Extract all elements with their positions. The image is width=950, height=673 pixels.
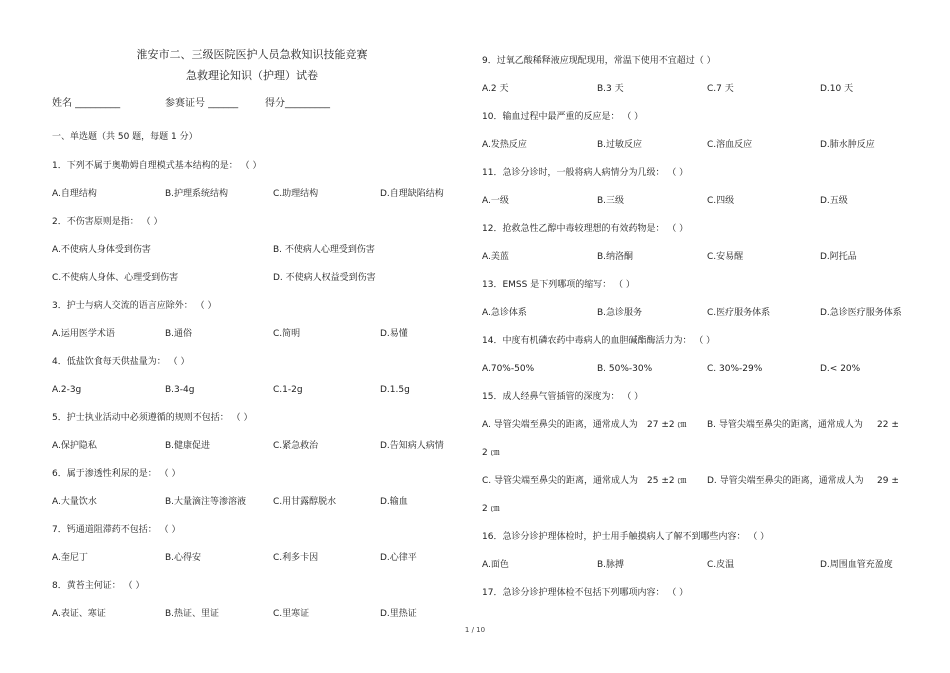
question-text: 3．护士与病人交流的语言应除外： （ ） — [52, 301, 217, 311]
question-text: 12．抢救急性乙醇中毒较理想的有效药物是： （ ） — [482, 224, 689, 234]
answer-option: C.不使病人身体、心理受到伤害 — [52, 273, 179, 283]
name-field: 姓名 _________ — [52, 98, 121, 109]
answer-option: B.过敏反应 — [597, 140, 643, 150]
question-text: 6．属于渗透性利尿的是： （ ） — [52, 469, 181, 479]
question-text: 16．急诊分诊护理体检时，护士用手触摸病人了解不到哪些内容： （ ） — [482, 532, 770, 542]
question-text: 13．EMSS 是下列哪项的缩写： （ ） — [482, 280, 635, 290]
answer-value: 29 ± — [877, 476, 899, 486]
answer-option: C.1-2g — [273, 385, 303, 395]
answer-option: A.不使病人身体受到伤害 — [52, 245, 151, 255]
answer-option: C.安易醒 — [707, 252, 744, 262]
answer-option: A. 导管尖端至鼻尖的距离，通常成人为 — [482, 420, 638, 430]
answer-option: B.健康促进 — [165, 441, 211, 451]
answer-option: C.溶血反应 — [707, 140, 753, 150]
question-text: 10．输血过程中最严重的反应是： （ ） — [482, 112, 644, 122]
id-field: 参赛证号 ______ — [165, 98, 239, 109]
answer-option: B. 50%-30% — [597, 364, 653, 374]
answer-option: B.护理系统结构 — [165, 189, 229, 199]
answer-option: D.周围血管充盈度 — [820, 560, 893, 570]
answer-option: C.里寒证 — [273, 609, 310, 619]
answer-option: C. 30%-29% — [707, 364, 763, 374]
answer-option: D.心律平 — [380, 553, 417, 563]
question-text: 8．黄苔主何证： （ ） — [52, 581, 145, 591]
answer-option: D.1.5g — [380, 385, 410, 395]
answer-option: B.急诊服务 — [597, 308, 643, 318]
answer-option: C.利多卡因 — [273, 553, 319, 563]
answer-option: D.肺水肿反应 — [820, 140, 875, 150]
score-field: 得分_________ — [265, 98, 330, 109]
question-text: 14．中度有机磷农药中毒病人的血胆碱酯酶活力为： （ ） — [482, 336, 716, 346]
answer-option: A.奎尼丁 — [52, 553, 88, 563]
question-text: 11．急诊分诊时，一般将病人病情分为几级： （ ） — [482, 168, 689, 178]
answer-option: D.急诊医疗服务体系 — [820, 308, 902, 318]
answer-option: A.保护隐私 — [52, 441, 97, 451]
answer-option: D.阿托品 — [820, 252, 857, 262]
answer-option: D. 导管尖端至鼻尖的距离，通常成人为 — [707, 476, 864, 486]
exam-title: 淮安市二、三级医院医护人员急救知识技能竞赛 — [136, 48, 368, 61]
exam-subtitle: 急救理论知识（护理）试卷 — [186, 69, 318, 82]
answer-option: A.急诊体系 — [482, 308, 527, 318]
answer-continuation: 2 ㎝ — [482, 448, 500, 458]
answer-option: B. 不使病人心理受到伤害 — [273, 245, 375, 255]
answer-value: 27 ±2 ㎝ — [647, 420, 687, 430]
answer-option: B.通俗 — [165, 329, 193, 339]
question-text: 17．急诊分诊护理体检不包括下列哪项内容： （ ） — [482, 588, 689, 598]
answer-option: A.面色 — [482, 560, 509, 570]
answer-option: D.自理缺陷结构 — [380, 189, 444, 199]
answer-option: D. 不使病人权益受到伤害 — [273, 273, 376, 283]
question-text: 5．护士执业活动中必须遵循的规则不包括： （ ） — [52, 413, 253, 423]
answer-option: D.告知病人病情 — [380, 441, 444, 451]
answer-option: A.2 天 — [482, 84, 509, 94]
answer-option: B.热证、里证 — [165, 609, 220, 619]
answer-option: C.四级 — [707, 196, 735, 206]
answer-option: D.10 天 — [820, 84, 854, 94]
question-text: 15．成人经鼻气管插管的深度为： （ ） — [482, 392, 644, 402]
answer-option: A.70%-50% — [482, 364, 535, 374]
answer-option: B.纳洛酮 — [597, 252, 634, 262]
answer-option: C.助理结构 — [273, 189, 319, 199]
answer-option: B.大量滴注等渗溶液 — [165, 497, 247, 507]
page-number: 1 / 10 — [464, 626, 486, 634]
answer-option: A.大量饮水 — [52, 497, 97, 507]
answer-option: C.简明 — [273, 329, 301, 339]
answer-option: A.发热反应 — [482, 140, 527, 150]
question-text: 7．钙通道阻滞药不包括： （ ） — [52, 525, 181, 535]
answer-option: D.易懂 — [380, 329, 408, 339]
question-text: 9．过氧乙酸稀释液应现配现用，常温下使用不宜超过（ ） — [482, 56, 716, 66]
answer-option: B.3-4g — [165, 385, 195, 395]
question-text: 4．低盐饮食每天供盐量为： （ ） — [52, 357, 190, 367]
answer-continuation: 2 ㎝ — [482, 504, 500, 514]
answer-option: A.美蓝 — [482, 252, 509, 262]
answer-option: A.表证、寒证 — [52, 609, 106, 619]
answer-option: A.一级 — [482, 196, 509, 206]
answer-option: D.里热证 — [380, 609, 417, 619]
answer-option: A.运用医学术语 — [52, 329, 115, 339]
answer-option: D.< 20% — [820, 364, 861, 374]
question-text: 2．不伤害原则是指： （ ） — [52, 217, 163, 227]
answer-value: 25 ±2 ㎝ — [647, 476, 687, 486]
answer-option: B.心得安 — [165, 553, 202, 563]
answer-value: 22 ± — [877, 420, 899, 430]
answer-option: C.紧急救治 — [273, 441, 319, 451]
answer-option: D.五级 — [820, 196, 848, 206]
answer-option: D.输血 — [380, 497, 408, 507]
section-title: 一、单选题（共 50 题，每题 1 分） — [52, 132, 198, 142]
answer-option: C.皮温 — [707, 560, 735, 570]
answer-option: A.自理结构 — [52, 189, 97, 199]
answer-option: B.脉搏 — [597, 560, 625, 570]
answer-option: B. 导管尖端至鼻尖的距离，通常成人为 — [707, 420, 863, 430]
answer-option: C.用甘露醇脱水 — [273, 497, 337, 507]
answer-option: B.三级 — [597, 196, 625, 206]
answer-option: A.2-3g — [52, 385, 82, 395]
question-text: 1．下列不属于奥勒姆自理模式基本结构的是： （ ） — [52, 161, 262, 171]
answer-option: C.7 天 — [707, 84, 734, 94]
answer-option: C. 导管尖端至鼻尖的距离，通常成人为 — [482, 476, 639, 486]
answer-option: B.3 天 — [597, 84, 624, 94]
answer-option: C.医疗服务体系 — [707, 308, 771, 318]
